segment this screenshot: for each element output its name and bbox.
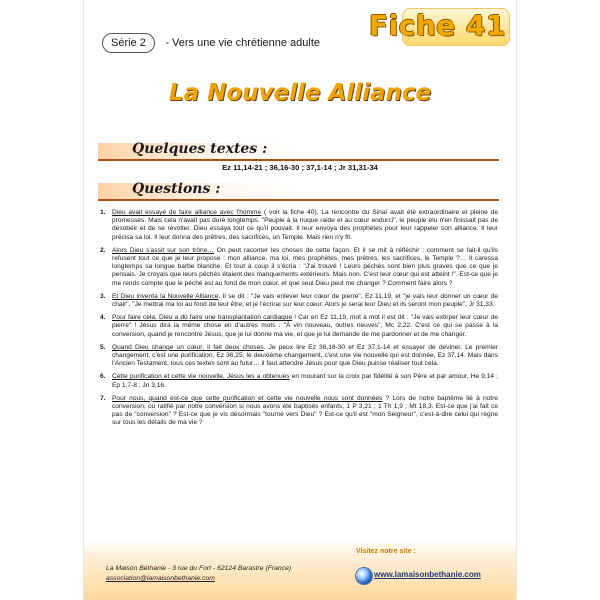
question-number: 6. bbox=[100, 373, 106, 381]
question-number: 3. bbox=[100, 292, 106, 300]
question-item bbox=[100, 209, 498, 242]
serie-badge: Série 2 bbox=[102, 33, 155, 53]
question-rest: ? Lors de notre baptême lié à notre conversion, ou ratifié par notre conversion si nous avons été baptisés enfants, 1 P 3,21 ; 1 Th 1,9 ; Mt 18,3. Est-ce que j'ai fait ce pas de "conversion" ? Est-ce que je vis désormais "tourné vers Dieu" ? Est-ce qu'il est "mon Seigneur", c'est-à-dire celui qui règne sur tous les détails de ma vie ? bbox=[112, 394, 498, 427]
website-link[interactable]: www.lamaisonbethanie.com bbox=[374, 570, 481, 579]
question-item bbox=[100, 344, 498, 369]
question-item bbox=[100, 314, 498, 339]
question-text bbox=[112, 395, 498, 428]
question-lead: Cette purification et cette vie nouvelle, Jésus les a obtenues bbox=[112, 373, 290, 381]
footer-address: La Maison Béthanie - 3 rue du Fort - 62124 Barastre (France) bbox=[106, 565, 292, 572]
visit-site-label: Visitez notre site : bbox=[356, 548, 416, 555]
bible-references: Ez 11,14-21 ; 36,16-30 ; 37,1-14 ; Jr 31,31-34 bbox=[222, 163, 378, 172]
question-item bbox=[100, 293, 498, 309]
question-item bbox=[100, 247, 498, 288]
question-text bbox=[112, 373, 498, 389]
question-rest: On peut raconter les choses de cette façon. Et il se mit à réfléchir : comment se fait-il qu'ils refusent tout ce que je leur propose : mon alliance, ma loi, mes prophètes, mes prêtres, les sacrifices, le Temple ?… Il caressa longtemps sa longue barbe blanche. Et tout à coup il s'écria : "J'ai trouvé ! Leurs péchés sont bien plus graves que ce que je pensais. Je croyais que leurs péchés étaient des manquements extérieurs. Mais non. C'est leur cœur qui est atteint !". Est-ce que je me rends compte que le péché est au fond de mon cœur, et que seul Dieu peut me changer ? Comment faire alors ? bbox=[112, 246, 498, 287]
question-lead: Pour faire cela, Dieu a dû faire une transplantation cardiaque bbox=[112, 314, 293, 322]
question-rest: ( voir la fiche 40). La rencontre du Sinaï avait été extraordinaire et pleine de promesses. Mais cela n'avait pas duré longtemps. "Peuple à la nuque raide et au cœur endurci", le peuple élu n'en finissait pas de désobéir et de se révolter. Dieu essaya tout ce qu'il pouvait. Il leur envoya des prophètes pour leur rappeler son alliance. Il leur précisa sa loi. Il leur donna des prêtres, des sacrifices, un Temple. Mais rien n'y fit. bbox=[112, 209, 498, 241]
page-title: La Nouvelle Alliance bbox=[168, 80, 432, 106]
question-number: 2. bbox=[100, 246, 106, 254]
question-number: 7. bbox=[100, 394, 106, 402]
serie-row bbox=[102, 33, 320, 53]
questions-list bbox=[100, 209, 498, 433]
section-questions-title: Questions : bbox=[132, 181, 221, 197]
question-rest: ! Car en Ez 11,19, mot à mot il est dit : "Je vais extirper leur cœur de pierre" ! Jésus dira la même chose en d'autres mots : "À vin nouveau, outres neuves", Mc 2,22. C'est ce qui se passe à la conversion, quand je rencontre Jésus, que je lui donne ma vie, et que je lui demande de me pardonner et de me changer. bbox=[112, 314, 498, 338]
question-rest: . Il se dit : "Je vais enlever leur cœur de pierre", Ez 11,19, et "je vais leur donner un cœur de chair", "Je mettrai ma loi au fond de leur être, et je l'écrirai sur leur cœur. Alors je serai leur Dieu et ils seront mon peuple", Jr 31,33. bbox=[112, 292, 499, 309]
section-texts-title: Quelques textes : bbox=[132, 141, 268, 157]
question-item bbox=[100, 373, 498, 389]
question-number: 5. bbox=[100, 343, 106, 351]
section-questions-header bbox=[98, 183, 499, 201]
question-text bbox=[112, 209, 498, 242]
question-number: 4. bbox=[100, 314, 106, 322]
question-lead: Alors Dieu s'assit sur son trône… bbox=[112, 246, 214, 254]
question-text bbox=[112, 314, 498, 339]
question-text bbox=[112, 293, 498, 309]
question-lead: Et Dieu inventa la Nouvelle Alliance bbox=[112, 292, 219, 300]
serie-description: - Vers une vie chrétienne adulte bbox=[165, 37, 321, 49]
question-rest: en mourant sur la croix par fidélité à son Père et par amour, He 9,14 ; Ep 1,7-8 ; Jn 3,16. bbox=[112, 373, 498, 389]
question-text bbox=[112, 247, 498, 288]
question-lead: Pour nous, quand est-ce que cette purification et cette vie nouvelle nous sont données bbox=[112, 394, 383, 402]
fiche-number-title: Fiche 41 bbox=[369, 9, 506, 42]
question-rest: . Je peux lire Ez 36,16-30 et Ez 37,1-14 et essayer de deviner. Le premier changement, c'est une purification, Ez 36,25, le deuxième changement, c'est une vie nouvelle qui est donnée, Ez 37,14. Mais dans l'Ancien Testament, tous ces textes sont au futur… il faut attendre Jésus pour que Dieu puisse réaliser tout cela. bbox=[112, 343, 498, 368]
question-number: 1. bbox=[100, 209, 106, 216]
section-texts-header bbox=[98, 143, 499, 161]
question-lead: Quand Dieu change un cœur, il fait deux choses bbox=[112, 343, 264, 351]
question-text bbox=[112, 344, 498, 369]
footer-email-link[interactable]: association@lamaisonbethanie.com bbox=[106, 575, 215, 582]
document-page bbox=[84, 0, 516, 600]
question-lead: Dieu avait essayé de faire alliance avec l'homme bbox=[112, 209, 262, 216]
globe-icon bbox=[356, 568, 372, 584]
question-item bbox=[100, 395, 498, 428]
